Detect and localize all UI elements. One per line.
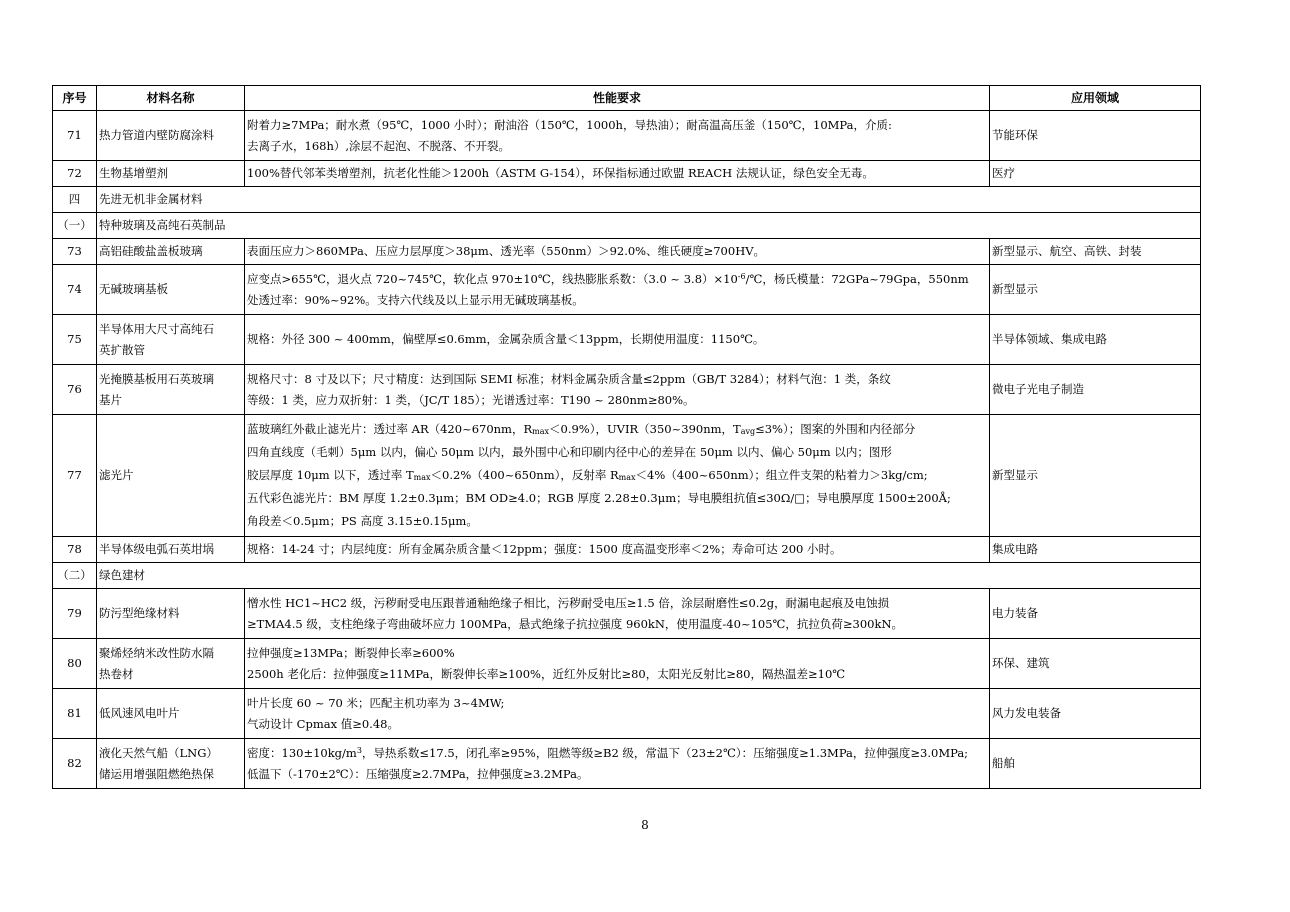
header-row (53, 86, 1201, 111)
perf-text: 蓝玻璃红外截止滤光片：透过率 AR（420~670nm，R (247, 422, 533, 436)
name-line: 光掩膜基板用石英玻璃 (99, 371, 214, 386)
row-app: 船舶 (990, 739, 1201, 789)
row-no: 72 (53, 161, 97, 187)
perf-text: ＜0.9%），UVIR（350~390nm，T (549, 422, 741, 436)
perf-line (247, 743, 987, 764)
perf-text: ＜4%（400~650nm）；组立件支架的粘着力＞3kg/cm; (635, 468, 928, 482)
perf-line: 叶片长度 60 ~ 70 米；匹配主机功率为 3~4MW; (247, 695, 505, 710)
table-row (53, 315, 1201, 365)
perf-sub: avg (740, 427, 756, 436)
row-app: 新型显示 (990, 265, 1201, 315)
row-name: 热力管道内壁防腐涂料 (97, 111, 245, 161)
section-title: 先进无机非金属材料 (97, 187, 1201, 213)
row-no: 71 (53, 111, 97, 161)
perf-line (247, 269, 987, 290)
name-line: 储运用增强阻燃绝热保 (99, 766, 214, 781)
header-app: 应用领域 (990, 86, 1201, 111)
row-no: 73 (53, 239, 97, 265)
row-name: 高铝硅酸盐盖板玻璃 (97, 239, 245, 265)
header-name: 材料名称 (97, 86, 245, 111)
perf-sup: 3 (356, 745, 362, 755)
table-row (53, 639, 1201, 689)
row-app: 节能环保 (990, 111, 1201, 161)
row-no: 81 (53, 689, 97, 739)
row-perf: 规格：14-24 寸；内层纯度：所有金属杂质含量＜12ppm；强度：1500 度高温变形率＜2%；寿命可达 200 小时。 (245, 537, 990, 563)
table-row (53, 739, 1201, 789)
row-perf (245, 639, 990, 689)
row-name (97, 639, 245, 689)
perf-line (247, 418, 987, 441)
row-perf (245, 111, 990, 161)
row-name: 半导体级电弧石英坩埚 (97, 537, 245, 563)
perf-line: 等级：1 类，应力双折射：1 类，（JC/T 185）；光谱透过率：T190 ~ 280nm≥80%。 (247, 392, 695, 407)
perf-text: ＜0.2%（400~650nm），反射率 R (430, 468, 619, 482)
subsection-row (53, 213, 1201, 239)
row-app: 新型显示 (990, 415, 1201, 537)
perf-line: 规格尺寸：8 寸及以下；尺寸精度：达到国际 SEMI 标准；材料金属杂质含量≤2ppm（GB/T 3284）；材料气泡：1 类，条纹 (247, 371, 891, 386)
table-row (53, 111, 1201, 161)
row-app: 半导体领域、集成电路 (990, 315, 1201, 365)
perf-text: 应变点>655℃，退火点 720~745℃，软化点 970±10℃，线热膨胀系数：（3.0 ~ 3.8）×10 (247, 271, 738, 286)
row-perf: 表面压应力＞860MPa、压应力层厚度＞38μm、透光率（550nm）＞92.0%、维氏硬度≥700HV。 (245, 239, 990, 265)
row-name: 滤光片 (97, 415, 245, 537)
row-name (97, 739, 245, 789)
perf-sup: -6 (737, 271, 746, 281)
row-no: 75 (53, 315, 97, 365)
name-line: 半导体用大尺寸高纯石 (99, 321, 214, 336)
row-app: 风力发电装备 (990, 689, 1201, 739)
row-name: 生物基增塑剂 (97, 161, 245, 187)
perf-line: 2500h 老化后：拉伸强度≥11MPa，断裂伸长率≥100%，近红外反射比≥80，太阳光反射比≥80，隔热温差≥10℃ (247, 666, 846, 681)
table-row (53, 689, 1201, 739)
name-line: 液化天然气船（LNG） (99, 745, 218, 760)
perf-text: 胶层厚度 10μm 以下，透过率 T (247, 468, 414, 482)
materials-table (52, 85, 1201, 789)
table-row (53, 161, 1201, 187)
row-name (97, 315, 245, 365)
row-app: 集成电路 (990, 537, 1201, 563)
perf-line: 低温下（-170±2℃）：压缩强度≥2.7MPa，拉伸强度≥3.2MPa。 (247, 766, 589, 781)
table-row (53, 365, 1201, 415)
row-app: 环保、建筑 (990, 639, 1201, 689)
row-app: 医疗 (990, 161, 1201, 187)
perf-line: 角段差＜0.5μm；PS 高度 3.15±0.15μm。 (247, 514, 478, 528)
table-row (53, 537, 1201, 563)
perf-line: 处透过率：90%~92%。支持六代线及以上显示用无碱玻璃基板。 (247, 292, 584, 307)
row-perf (245, 415, 990, 537)
perf-line: 拉伸强度≥13MPa；断裂伸长率≥600% (247, 645, 455, 660)
perf-sub: max (413, 473, 431, 482)
table-row (53, 589, 1201, 639)
row-perf (245, 265, 990, 315)
row-perf (245, 689, 990, 739)
row-no: 74 (53, 265, 97, 315)
page-number: 8 (641, 818, 649, 832)
row-app: 电力装备 (990, 589, 1201, 639)
subsection-no: （二） (53, 563, 97, 589)
perf-line: 去离子水，168h）,涂层不起泡、不脱落、不开裂。 (247, 138, 511, 153)
row-perf (245, 739, 990, 789)
perf-line: ≥TMA4.5 级，支柱绝缘子弯曲破坏应力 100MPa，悬式绝缘子抗拉强度 960kN，使用温度-40~105℃，抗拉负荷≥300kN。 (247, 616, 904, 631)
row-app: 微电子光电子制造 (990, 365, 1201, 415)
row-name: 低风速风电叶片 (97, 689, 245, 739)
row-perf (245, 365, 990, 415)
row-no: 76 (53, 365, 97, 415)
section-no: 四 (53, 187, 97, 213)
subsection-title: 绿色建材 (97, 563, 1201, 589)
table-row (53, 239, 1201, 265)
subsection-no: （一） (53, 213, 97, 239)
name-line: 英扩散管 (99, 342, 145, 357)
header-perf: 性能要求 (245, 86, 990, 111)
name-line: 聚烯烃纳米改性防水隔 (99, 645, 214, 660)
row-no: 82 (53, 739, 97, 789)
perf-line: 四角直线度（毛刺）5μm 以内，偏心 50μm 以内，最外围中心和印刷内径中心的差异在 50μm 以内、偏心 50μm 以内；图形 (247, 445, 892, 459)
perf-line: 气动设计 Cpmax 值≥0.48。 (247, 716, 399, 731)
perf-sub: max (532, 427, 549, 436)
perf-line: 憎水性 HC1~HC2 级，污秽耐受电压跟普通釉绝缘子相比，污秽耐受电压≥1.5 倍，涂层耐磨性≤0.2g，耐漏电起痕及电蚀损 (247, 595, 890, 610)
perf-text: ，导热系数≤17.5，闭孔率≥95%，阻燃等级≥B2 级，常温下（23±2℃）：压缩强度≥1.3MPa，拉伸强度≥3.0MPa; (361, 745, 969, 760)
subsection-row (53, 563, 1201, 589)
perf-text: 密度：130±10kg/m (247, 745, 357, 760)
perf-text: ≤3%）；图案的外围和内径部分 (755, 422, 916, 436)
name-line: 热卷材 (99, 666, 134, 681)
row-no: 80 (53, 639, 97, 689)
row-no: 77 (53, 415, 97, 537)
table-row (53, 265, 1201, 315)
perf-line: 附着力≥7MPa；耐水煮（95℃，1000 小时）；耐油浴（150℃，1000h，导热油）；耐高温高压釜（150℃，10MPa，介质: (247, 117, 892, 132)
header-no: 序号 (53, 86, 97, 111)
perf-text: /℃，杨氏模量：72GPa~79Gpa，550nm (745, 271, 969, 286)
table-row (53, 415, 1201, 537)
row-name: 无碱玻璃基板 (97, 265, 245, 315)
name-line: 基片 (99, 392, 122, 407)
row-perf (245, 589, 990, 639)
row-perf: 规格：外径 300 ~ 400mm，偏壁厚≤0.6mm，金属杂质含量＜13ppm，长期使用温度：1150℃。 (245, 315, 990, 365)
row-name: 防污型绝缘材料 (97, 589, 245, 639)
row-app: 新型显示、航空、高铁、封装 (990, 239, 1201, 265)
row-no: 79 (53, 589, 97, 639)
section-row (53, 187, 1201, 213)
perf-line (247, 464, 987, 487)
row-perf: 100%替代邻苯类增塑剂，抗老化性能＞1200h（ASTM G-154），环保指标通过欧盟 REACH 法规认证，绿色安全无毒。 (245, 161, 990, 187)
row-no: 78 (53, 537, 97, 563)
perf-line: 五代彩色滤光片：BM 厚度 1.2±0.3μm；BM OD≥4.0；RGB 厚度 2.28±0.3μm；导电膜组抗值≤30Ω/□；导电膜厚度 1500±200Å; (247, 491, 951, 505)
row-name (97, 365, 245, 415)
perf-sub: max (618, 473, 636, 482)
subsection-title: 特种玻璃及高纯石英制品 (97, 213, 1201, 239)
